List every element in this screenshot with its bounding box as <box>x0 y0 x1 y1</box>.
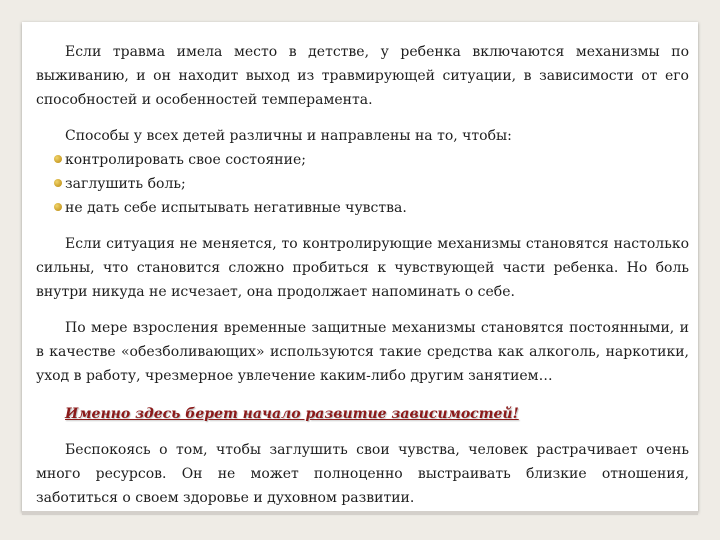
list-item-text: контролировать свое состояние; <box>65 152 306 168</box>
paragraph-control-mechanisms: Если ситуация не меняется, то контролирующие механизмы становятся настолько сильны, что становится сложно пробиться к чувствующей части ребенка. Но боль внутри никуда не исчезает, она продолжает напоминать о себе. <box>36 236 689 300</box>
list-intro: Способы у всех детей различны и направлены на то, чтобы: <box>65 128 512 144</box>
list-item-text: заглушить боль; <box>65 176 186 192</box>
highlight-addiction: Именно здесь берет начало развитие зависимостей! <box>65 406 519 422</box>
list-item <box>36 196 689 220</box>
slide-shadow <box>22 511 698 515</box>
bullet-icon <box>54 203 62 211</box>
bullet-icon <box>54 179 62 187</box>
list-item-text: не дать себе испытывать негативные чувства. <box>65 200 407 216</box>
coping-list <box>36 148 689 220</box>
list-item <box>36 148 689 172</box>
slide-content <box>36 40 689 510</box>
paragraph-resources: Беспокоясь о том, чтобы заглушить свои чувства, человек растрачивает очень много ресурсов. Он не может полноценно выстраивать близкие отношения, заботиться о своем здоровье и духовном развитии. <box>36 442 689 506</box>
bullet-icon <box>54 155 62 163</box>
paragraph-growing-up: По мере взросления временные защитные механизмы становятся постоянными, и в качестве «обезболивающих» используются такие средства как алкоголь, наркотики, уход в работу, чрезмерное увлечение каким-либо другим занятием… <box>36 320 689 384</box>
paragraph-childhood-trauma: Если травма имела место в детстве, у ребенка включаются механизмы по выживанию, и он находит выход из травмирующей ситуации, в зависимости от его способностей и особенностей темперамента. <box>36 44 689 108</box>
list-item <box>36 172 689 196</box>
